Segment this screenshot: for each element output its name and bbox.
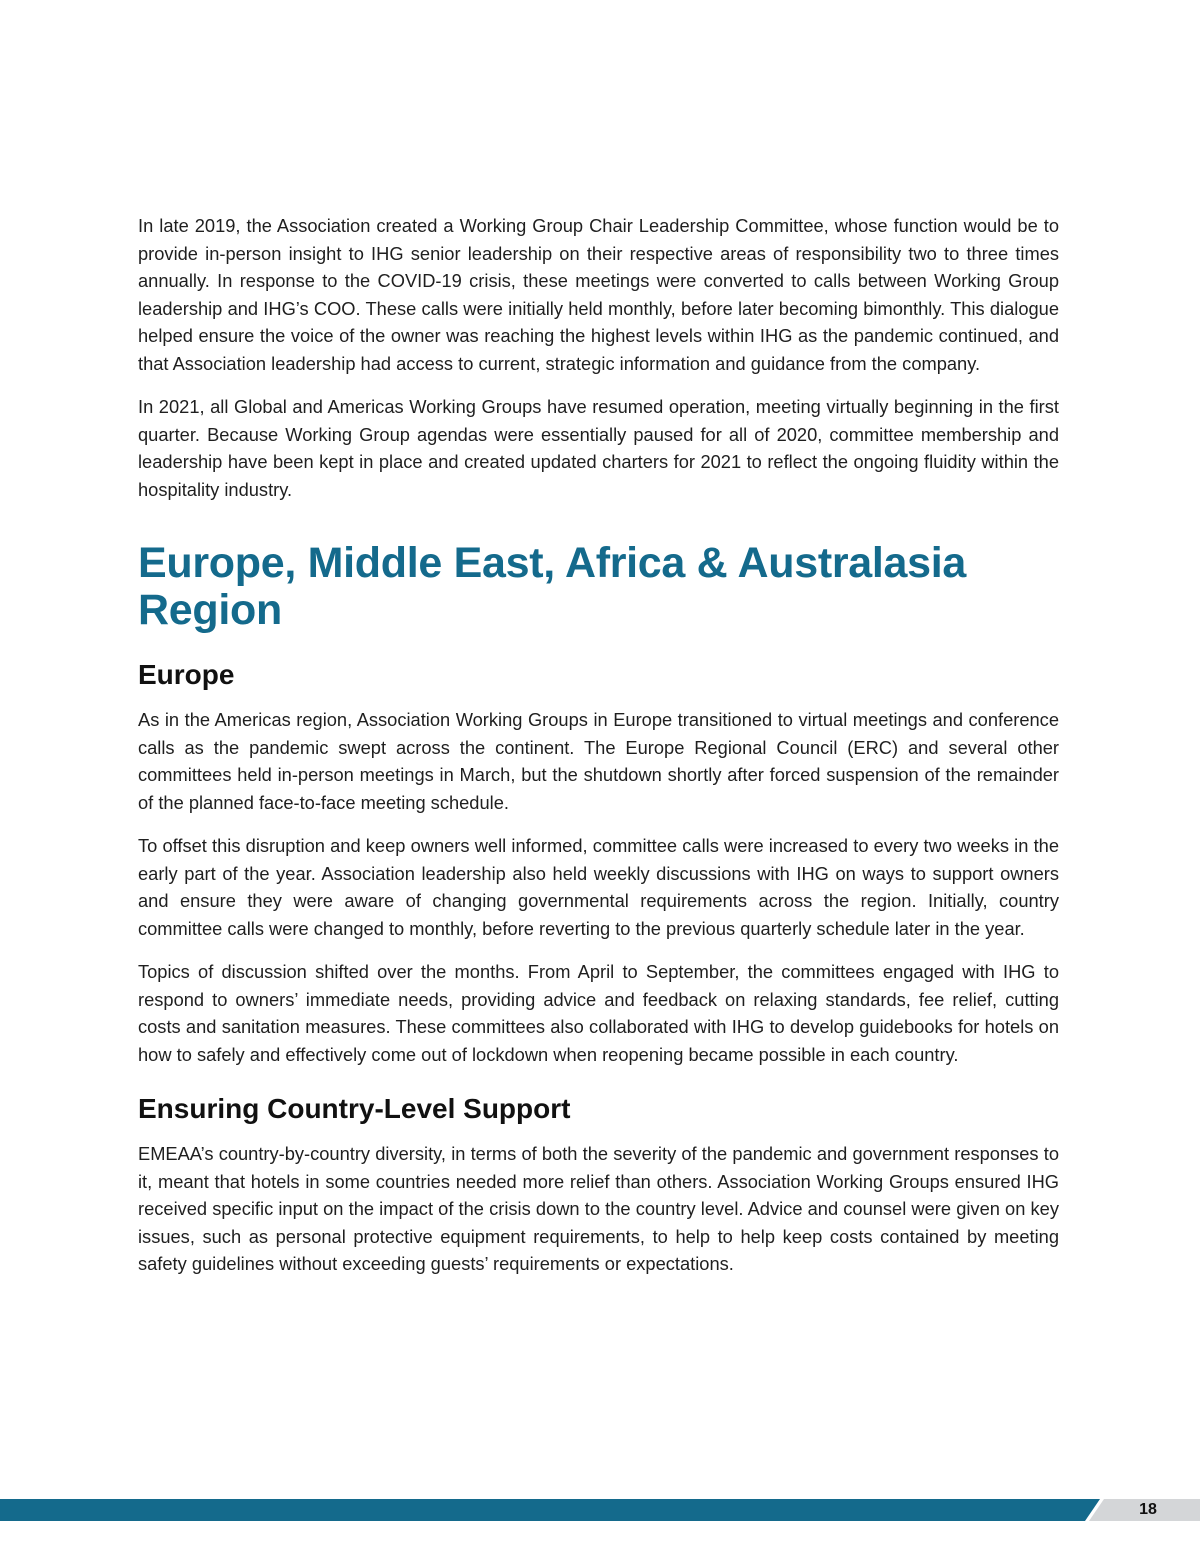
footer-blue-bar <box>0 1499 1100 1521</box>
footer-bar-graphic <box>0 1499 1200 1521</box>
page-number: 18 <box>1139 1501 1157 1518</box>
intro-paragraph-2: In 2021, all Global and Americas Working Groups have resumed operation, meeting virtually beginning in the first quarter. Because Working Group agendas were essentially paused for all of 2020, committee membership and leadership have been kept in place and created updated charters for 2021 to reflect the ongoing fluidity within the hospitality industry. <box>138 396 1059 500</box>
europe-heading: Europe <box>138 659 235 690</box>
europe-paragraph-1: As in the Americas region, Association Working Groups in Europe transitioned to virtual meetings and conference calls as the pandemic swept across the continent. The Europe Regional Council (ERC) and several other committees held in-person meetings in March, but the shutdown shortly after forced suspension of the remainder of the planned face-to-face meeting schedule. <box>138 709 1059 813</box>
europe-paragraph-3: Topics of discussion shifted over the months. From April to September, the committees engaged with IHG to respond to owners’ immediate needs, providing advice and feedback on relaxing standards, fee relief, cutting costs and sanitation measures. These committees also collaborated with IHG to develop guidebooks for hotels on how to safely and effectively come out of lockdown when reopening became possible in each country. <box>138 961 1059 1065</box>
country-support-heading: Ensuring Country-Level Support <box>138 1093 571 1124</box>
country-support-paragraph-1: EMEAA’s country-by-country diversity, in terms of both the severity of the pandemic and government responses to it, meant that hotels in some countries needed more relief than others. Association Working Groups ensured IHG received specific input on the impact of the crisis down to the country level. Advice and counsel were given on key issues, such as personal protective equipment requirements, to help to help keep costs contained by meeting safety guidelines without exceeding guests’ requirements or expectations. <box>138 1143 1059 1274</box>
page-content <box>138 212 1059 1294</box>
region-title: Europe, Middle East, Africa & Australasia Region <box>138 539 967 634</box>
europe-paragraph-2: To offset this disruption and keep owners well informed, committee calls were increased to every two weeks in the early part of the year. Association leadership also held weekly discussions with IHG on ways to support owners and ensure they were aware of changing governmental requirements across the region. Initially, country committee calls were changed to monthly, before reverting to the previous quarterly schedule later in the year. <box>138 835 1059 939</box>
intro-paragraph-1: In late 2019, the Association created a Working Group Chair Leadership Committee, whose function would be to provide in-person insight to IHG senior leadership on their respective areas of responsibility two to three times annually. In response to the COVID-19 crisis, these meetings were converted to calls between Working Group leadership and IHG’s COO. These calls were initially held monthly, before later becoming bimonthly. This dialogue helped ensure the voice of the owner was reaching the highest levels within IHG as the pandemic continued, and that Association leadership had access to current, strategic information and guidance from the company. <box>138 215 1059 374</box>
footer-bar <box>0 1499 1200 1521</box>
